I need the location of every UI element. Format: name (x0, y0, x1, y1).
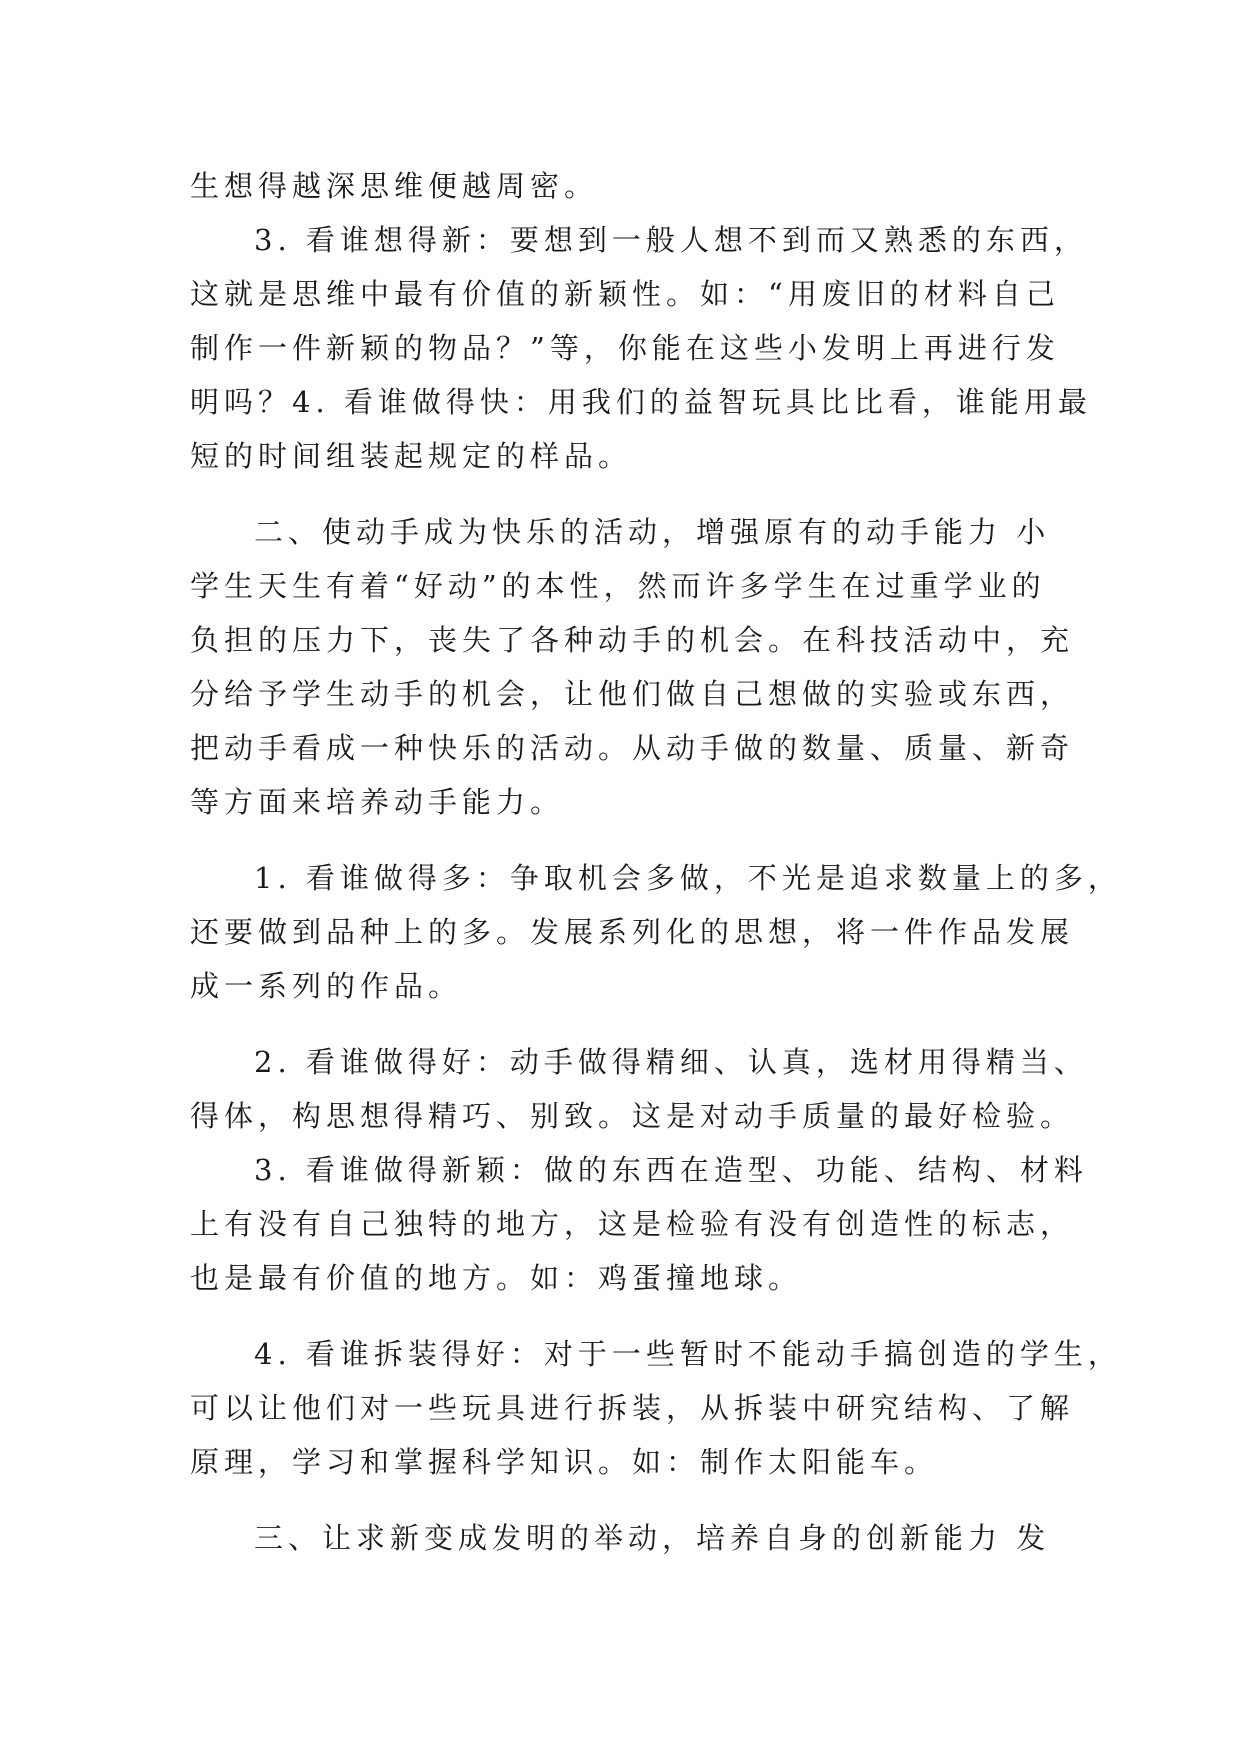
text-line: 2. 看谁做得好：动手做得精细、认真，选材用得精当、 (254, 1045, 1088, 1079)
text-line: 二、使动手成为快乐的活动，增强原有的动手能力 小 (254, 515, 1051, 549)
text-line: 3. 看谁做得新颖：做的东西在造型、功能、结构、材料 (254, 1153, 1088, 1187)
text-line: 上有没有自己独特的地方，这是检验有没有创造性的标志， (190, 1207, 1075, 1241)
text-line: 成一系列的作品。 (190, 969, 463, 1003)
text-line: 把动手看成一种快乐的活动。从动手做的数量、质量、新奇 (190, 731, 1075, 765)
text-line: 这就是思维中最有价值的新颖性。如：“用废旧的材料自己 (190, 277, 1060, 311)
text-line: 负担的压力下，丧失了各种动手的机会。在科技活动中，充 (190, 623, 1075, 657)
text-line: 学生天生有着“好动”的本性，然而许多学生在过重学业的 (190, 569, 1046, 603)
text-line: 明吗？4. 看谁做得快：用我们的益智玩具比比看，谁能用最 (190, 385, 1092, 419)
text-line: 分给予学生动手的机会，让他们做自己想做的实验或东西， (190, 677, 1075, 711)
text-line: 制作一件新颖的物品？”等，你能在这些小发明上再进行发 (190, 331, 1060, 365)
text-line: 原理，学习和掌握科学知识。如：制作太阳能车。 (190, 1445, 939, 1479)
text-line: 生想得越深思维便越周密。 (190, 169, 599, 203)
text-line: 可以让他们对一些玩具进行拆装，从拆装中研究结构、了解 (190, 1391, 1075, 1425)
text-line: 三、让求新变成发明的举动，培养自身的创新能力 发 (254, 1521, 1051, 1555)
text-line: 4. 看谁拆装得好：对于一些暂时不能动手搞创造的学生， (254, 1337, 1122, 1371)
text-line: 1. 看谁做得多：争取机会多做，不光是追求数量上的多， (254, 861, 1122, 895)
text-line: 3. 看谁想得新：要想到一般人想不到而又熟悉的东西， (254, 223, 1088, 257)
text-line: 等方面来培养动手能力。 (190, 785, 565, 819)
text-line: 得体，构思想得精巧、别致。这是对动手质量的最好检验。 (190, 1099, 1075, 1133)
text-line: 还要做到品种上的多。发展系列化的思想，将一件作品发展 (190, 915, 1075, 949)
text-line: 短的时间组装起规定的样品。 (190, 439, 633, 473)
text-line: 也是最有价值的地方。如：鸡蛋撞地球。 (190, 1261, 803, 1295)
